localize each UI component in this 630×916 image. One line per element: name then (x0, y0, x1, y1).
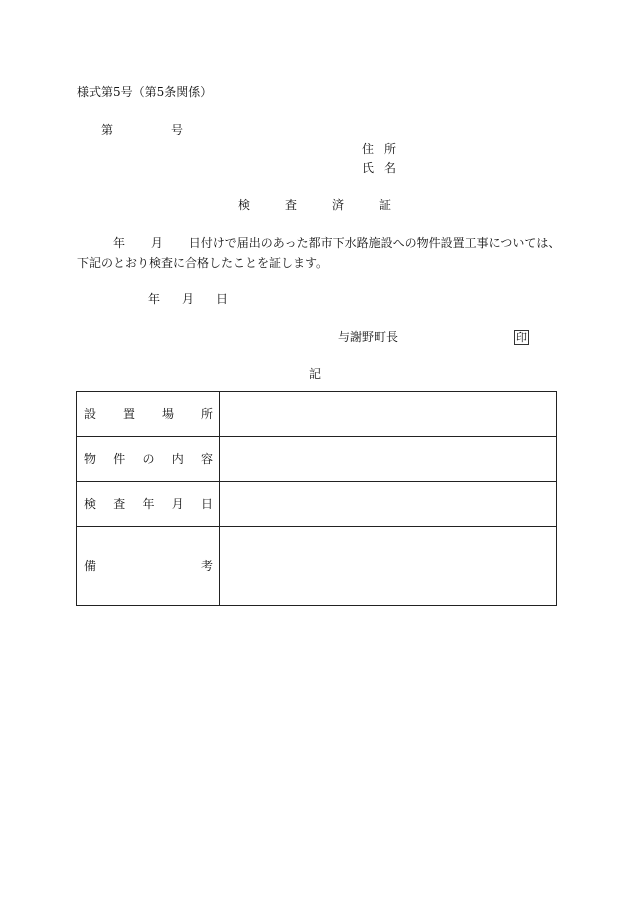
body-text-line-1 (77, 237, 560, 249)
name-char-1: 氏 (362, 161, 375, 175)
title-char-4: 証 (378, 198, 391, 212)
seal-mark: 印 (516, 331, 527, 344)
document-title (238, 199, 391, 211)
date-day: 日 (215, 292, 228, 306)
issue-number-suffix: 号 (170, 123, 183, 137)
body-rest: 日付けで届出のあった都市下水路施設への物件設置工事については、 (188, 236, 561, 250)
value-cell-remarks[interactable] (220, 527, 557, 606)
table-row (77, 482, 557, 527)
label-char: 日 (200, 497, 213, 511)
label-char: 月 (171, 497, 184, 511)
label-char: 設 (84, 407, 97, 421)
label-char: 考 (200, 559, 213, 573)
ki-heading: 記 (309, 367, 322, 381)
record-table (76, 391, 557, 606)
issue-date (148, 293, 228, 305)
table-row (77, 527, 557, 606)
address-char-1: 住 (362, 142, 375, 156)
issuer-name: 与謝野町長 (338, 330, 399, 344)
body-year: 年 (113, 236, 126, 250)
label-char: 物 (84, 452, 97, 466)
label-char: 検 (84, 497, 97, 511)
value-cell-location[interactable] (220, 392, 557, 437)
issue-number-line (101, 124, 183, 136)
address-label (362, 143, 396, 155)
form-number: 様式第5号（第5条関係） (77, 85, 213, 99)
name-label (362, 162, 396, 174)
label-char: 所 (200, 407, 213, 421)
table-row (77, 392, 557, 437)
label-char: 年 (142, 497, 155, 511)
label-char: の (142, 452, 155, 466)
date-year: 年 (148, 292, 161, 306)
name-char-2: 名 (383, 161, 396, 175)
value-cell-inspection-date[interactable] (220, 482, 557, 527)
address-char-2: 所 (383, 142, 396, 156)
label-cell-content (77, 437, 220, 482)
label-char: 場 (161, 407, 174, 421)
title-char-1: 検 (238, 198, 251, 212)
value-cell-content[interactable] (220, 437, 557, 482)
body-month: 月 (150, 236, 163, 250)
label-cell-inspection-date (77, 482, 220, 527)
label-cell-remarks (77, 527, 220, 606)
issue-number-prefix: 第 (101, 123, 114, 137)
label-char: 査 (113, 497, 126, 511)
body-text-line-2: 下記のとおり検査に合格したことを証します。 (77, 256, 329, 270)
label-char: 容 (200, 452, 213, 466)
label-char: 内 (171, 452, 184, 466)
date-month: 月 (181, 292, 194, 306)
label-char: 件 (113, 452, 126, 466)
title-char-3: 済 (331, 198, 344, 212)
label-char: 備 (84, 559, 97, 573)
title-char-2: 査 (284, 198, 297, 212)
label-char: 置 (122, 407, 135, 421)
table-row (77, 437, 557, 482)
label-cell-location (77, 392, 220, 437)
